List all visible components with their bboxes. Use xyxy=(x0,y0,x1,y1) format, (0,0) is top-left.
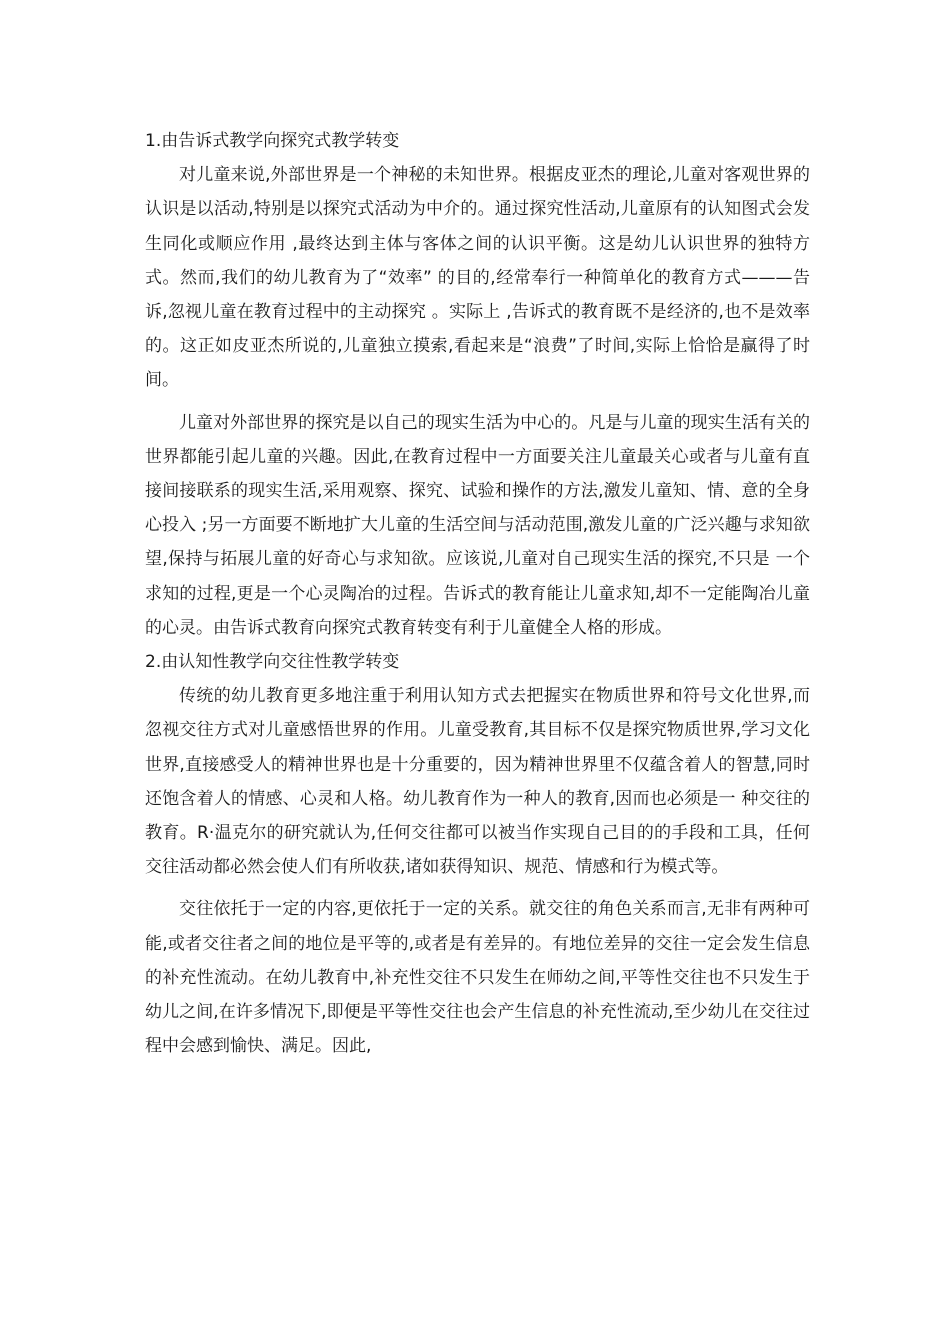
paragraph-2-2: 交往依托于一定的内容,更依托于一定的关系。就交往的角色关系而言,无非有两种可能,或者交往者之间的地位是平等的,或者是有差异的。有地位差异的交往一定会发生信息的补充性流动。在幼儿教育中,补充性交往不只发生在师幼之间,平等性交往也不只发生于幼儿之间,在许多情况下,即便是平等性交往也会产生信息的补充性流动,至少幼儿在交往过程中会感到愉快、满足。因此, xyxy=(145,899,810,1057)
document-body xyxy=(145,124,810,1063)
section-heading-1: 1.由告诉式教学向探究式教学转变 xyxy=(145,131,400,151)
paragraph-1-1: 对儿童来说,外部世界是一个神秘的未知世界。根据皮亚杰的理论,儿童对客观世界的认识是以活动,特别是以探究式活动为中介的。通过探究性活动,儿童原有的认知图式会发生同化或顺应作用 ,最终达到主体与客体之间的认识平衡。这是幼儿认识世界的独特方式。然而,我们的幼儿教育为了“效率” 的目的,经常奉行一种简单化的教育方式———告诉,忽视儿童在教育过程中的主动探究 。实际上 ,告诉式的教育既不是经济的,也不是效率的。这正如皮亚杰所说的,儿童独立摸索,看起来是“浪费”了时间,实际上恰恰是赢得了时间。 xyxy=(145,165,810,391)
section-heading-2: 2.由认知性教学向交往性教学转变 xyxy=(145,652,400,673)
paragraph-2-1: 传统的幼儿教育更多地注重于利用认知方式去把握实在物质世界和符号文化世界,而忽视交往方式对儿童感悟世界的作用。儿童受教育,其目标不仅是探究物质世界,学习文化世界,直接感受人的精神世界也是十分重要的，因为精神世界里不仅蕴含着人的智慧,同时还饱含着人的情感、心灵和人格。幼儿教育作为一种人的教育,因而也必须是一 种交往的教育。R·温克尔的研究就认为,任何交往都可以被当作实现自己目的的手段和工具，任何交往活动都必然会使人们有所收获,诸如获得知识、规范、情感和行为模式等。 xyxy=(145,686,810,878)
paragraph-1-2: 儿童对外部世界的探究是以自己的现实生活为中心的。凡是与儿童的现实生活有关的世界都能引起儿童的兴趣。因此,在教育过程中一方面要关注儿童最关心或者与儿童有直接间接联系的现实生活,采用观察、探究、试验和操作的方法,激发儿童知、情、意的全身心投入 ;另一方面要不断地扩大儿童的生活空间与活动范围,激发儿童的广泛兴趣与求知欲望,保持与拓展儿童的好奇心与求知欲。应该说,儿童对自己现实生活的探究,不只是 一个求知的过程,更是一个心灵陶冶的过程。告诉式的教育能让儿童求知,却不一定能陶冶儿童的心灵。由告诉式教育向探究式教育转变有利于儿童健全人格的形成。 xyxy=(145,412,810,638)
